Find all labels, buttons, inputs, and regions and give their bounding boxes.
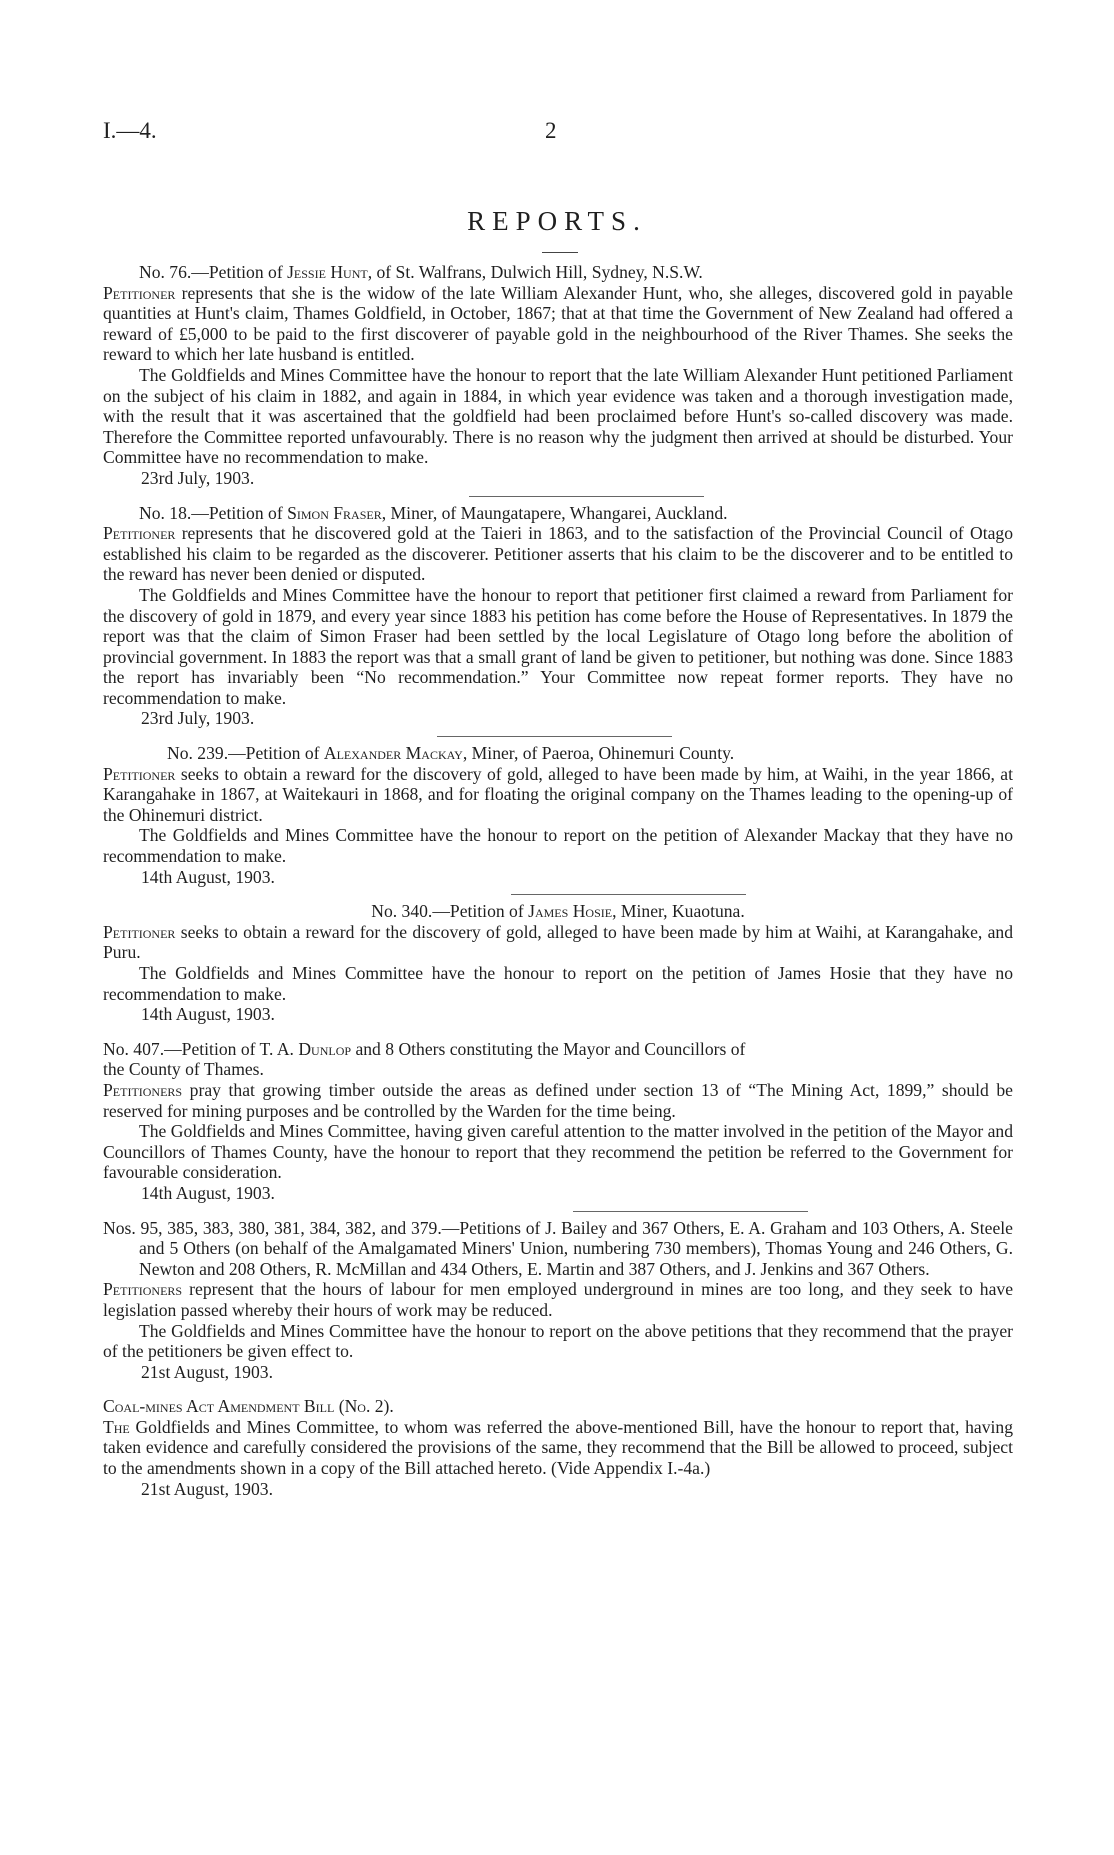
petition-heading: No. 18.—Petition of Simon Fraser, Miner, of Maungatapere, Whangarei, Auckland. bbox=[139, 502, 728, 523]
page-number: 2 bbox=[545, 118, 557, 143]
petition-heading: No. 340.—Petition of James Hosie, Miner, Kuaotuna. bbox=[371, 901, 745, 922]
committee-report: The Goldfields and Mines Committee have the honour to report on the petition of James Hosie that they have no recommendation to make. bbox=[103, 963, 1013, 1004]
petition-heading: No. 407.—Petition of T. A. Dunlop and 8 Others constituting the Mayor and Councillors of bbox=[103, 1038, 746, 1059]
section-divider bbox=[437, 736, 672, 737]
committee-report: The Goldfields and Mines Committee have the honour to report that the late William Alexander Hunt petitioned Parliament on the subject of his claim in 1882, and again in 1884, in which year evidence was taken and a thorough investigation made, with the result that it was ascertained that the goldfield had been proclaimed before Hunt's so-called discovery was made. Therefore the Committee reported unfavourably. There is no reason why the judgment then arrived at should be disturbed. Your Committee have no recommendation to make. bbox=[103, 364, 1013, 468]
petition-text: Petitioners represent that the hours of labour for men employed underground in mines are too long, and they seek to have legislation passed whereby their hours of work may be reduced. bbox=[103, 1279, 1013, 1320]
title-rule bbox=[542, 252, 578, 253]
report-date: 21st August, 1903. bbox=[141, 1361, 273, 1382]
report-date: 14th August, 1903. bbox=[141, 866, 275, 887]
committee-report: The Goldfields and Mines Committee, having given careful attention to the matter involved in the petition of the Mayor and Councillors of Thames County, have the honour to report that they recommend the petition be referred to the Government for favourable consideration. bbox=[103, 1121, 1013, 1183]
committee-report: The Goldfields and Mines Committee have the honour to report that petitioner first claimed a reward from Parliament for the discovery of gold in 1879, and every year since 1883 his petition has come before the House of Representatives. In 1879 the report was that the claim of Simon Fraser had been settled by the local Legislature of Otago long before the abolition of provincial government. In 1883 the report was that a small grant of land be given to petitioner, but nothing was done. Since 1883 the report has invariably been “No recommendation.” Your Committee now repeat former reports. They have no recommendation to make. bbox=[103, 584, 1013, 708]
petition-text: Petitioner represents that he discovered gold at the Taieri in 1863, and to the satisfaction of the Provincial Council of Otago established his claim to be regarded as the discoverer. Petitioner asserts that his claim to be the discoverer and to be entitled to the reward has never been denied or disputed. bbox=[103, 523, 1013, 585]
report-date: 23rd July, 1903. bbox=[141, 467, 255, 488]
report-date: 14th August, 1903. bbox=[141, 1182, 275, 1203]
reports-body bbox=[103, 262, 1013, 1499]
section-divider bbox=[511, 894, 746, 895]
petition-text: Petitioner represents that she is the widow of the late William Alexander Hunt, who, she alleges, discovered gold in payable quantities at Hunt's claim, Thames Goldfield, in October, 1867; that at that time the Government of New Zealand had offered a reward of £5,000 to be paid to the first discoverer of payable gold in the neighbourhood of the River Thames. She seeks the reward to which her late husband is entitled. bbox=[103, 282, 1013, 365]
petition-text: Petitioner seeks to obtain a reward for the discovery of gold, alleged to have been made by him at Waihi, at Karangahake, and Puru. bbox=[103, 921, 1013, 963]
petition-heading-line2: the County of Thames. bbox=[103, 1059, 264, 1080]
committee-report: The Goldfields and Mines Committee have the honour to report on the petition of Alexander Mackay that they have no recommendation to make. bbox=[103, 825, 1013, 867]
bill-heading: Coal-mines Act Amendment Bill (No. 2). bbox=[103, 1396, 394, 1417]
petition-heading: Nos. 95, 385, 383, 380, 381, 384, 382, and 379.—Petitions of J. Bailey and 367 Others, E. A. Graham and 103 Others, A. Steele and 5 Others (on behalf of the Amalgamated Miners' Union, numbering 730 members), Thomas Young and 246 Others, G. Newton and 208 Others, R. McMillan and 434 Others, E. Martin and 387 Others, and J. Jenkins and 367 Others. bbox=[103, 1217, 1013, 1279]
report-date: 14th August, 1903. bbox=[141, 1004, 275, 1025]
report-date: 21st August, 1903. bbox=[141, 1478, 273, 1499]
page-title: REPORTS. bbox=[467, 206, 647, 236]
section-divider bbox=[469, 496, 704, 497]
petition-text: Petitioner seeks to obtain a reward for the discovery of gold, alleged to have been made by him, at Waihi, in the year 1866, at Karangahake in 1867, at Waitekauri in 1868, and for floating the original company on the Thames leading to the opening-up of the Ohinemuri district. bbox=[103, 763, 1013, 825]
paper-reference: I.—4. bbox=[103, 118, 157, 143]
committee-report: The Goldfields and Mines Committee have the honour to report on the above petitions that they recommend that the prayer of the petitioners be given effect to. bbox=[103, 1320, 1013, 1362]
bill-report: The Goldfields and Mines Committee, to whom was referred the above-mentioned Bill, have the honour to report that, having taken evidence and carefully considered the provisions of the same, they recommend that the Bill be allowed to proceed, subject to the amendments shown in a copy of the Bill attached hereto. (Vide Appendix I.-4a.) bbox=[103, 1416, 1013, 1479]
section-divider bbox=[573, 1211, 808, 1212]
petition-heading: No. 239.—Petition of Alexander Mackay, Miner, of Paeroa, Ohinemuri County. bbox=[167, 743, 735, 764]
petition-heading: No. 76.—Petition of Jessie Hunt, of St. Walfrans, Dulwich Hill, Sydney, N.S.W. bbox=[139, 262, 703, 282]
petition-text: Petitioners pray that growing timber outside the areas as defined under section 13 of “The Mining Act, 1899,” should be reserved for mining purposes and be controlled by the Warden for the time being. bbox=[103, 1079, 1013, 1121]
report-date: 23rd July, 1903. bbox=[141, 708, 255, 729]
